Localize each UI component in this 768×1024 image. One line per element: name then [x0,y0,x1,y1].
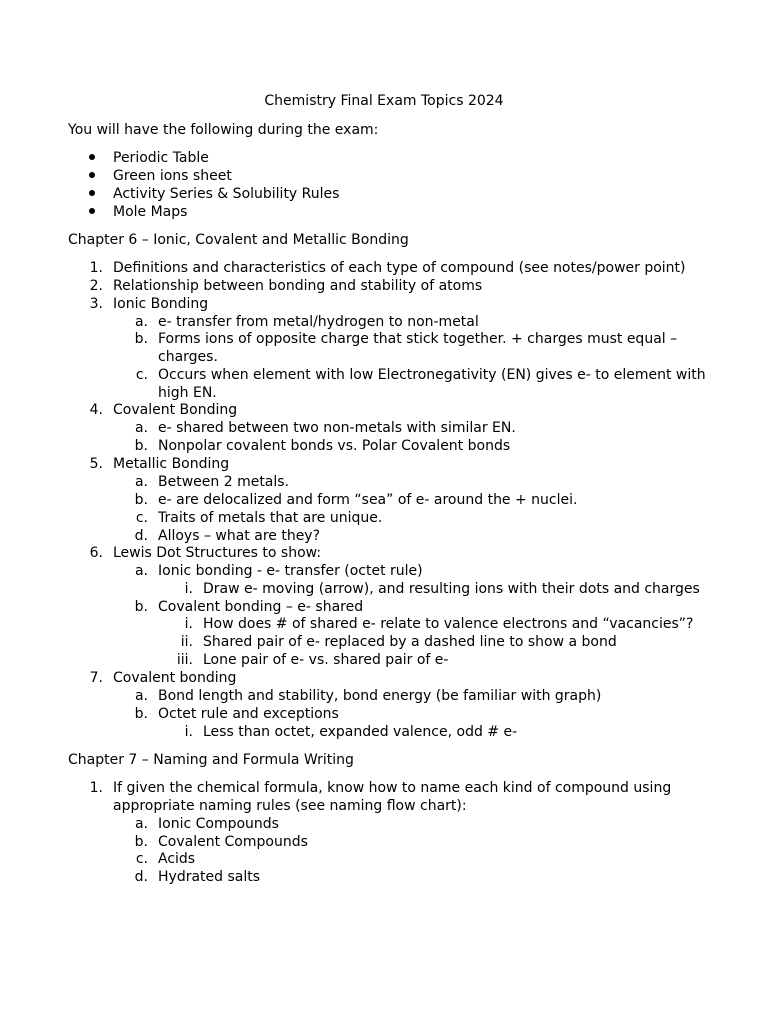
list-item-continued: high EN. [158,385,217,401]
list-item: Covalent bonding – e- shared [158,599,364,615]
list-item: Between 2 metals. [158,474,290,490]
list-item: Bond length and stability, bond energy (be familiar with graph) [158,688,602,704]
bullet-icon [89,154,95,160]
list-marker: 7. [89,670,103,686]
list-marker: c. [135,851,148,867]
list-marker: a. [134,474,148,490]
list-marker: c. [135,367,148,383]
list-marker: 3. [89,296,103,312]
supply-item: Periodic Table [113,150,209,166]
list-item: Alloys – what are they? [158,528,321,544]
list-marker: a. [134,420,148,436]
list-item-continued: charges. [158,349,218,365]
list-marker: i. [184,616,193,632]
list-marker: 6. [89,545,103,561]
list-item: If given the chemical formula, know how to name each kind of compound using [113,780,672,796]
supply-item: Mole Maps [113,204,188,220]
list-item: Covalent Bonding [113,402,238,418]
list-marker: a. [134,688,148,704]
supply-item: Activity Series & Solubility Rules [113,186,340,202]
list-marker: 1. [89,260,103,276]
list-marker: ii. [180,634,193,650]
list-item: Less than octet, expanded valence, odd # e- [203,724,518,740]
list-marker: c. [135,510,148,526]
list-item: Draw e- moving (arrow), and resulting ions with their dots and charges [203,581,700,597]
list-item: Metallic Bonding [113,456,230,472]
list-item: e- transfer from metal/hydrogen to non-metal [158,314,479,330]
list-marker: i. [184,581,193,597]
list-marker: d. [134,528,148,544]
list-item: Nonpolar covalent bonds vs. Polar Covalent bonds [158,438,511,454]
list-item: Traits of metals that are unique. [158,510,383,526]
list-item-continued: appropriate naming rules (see naming flow chart): [113,798,467,814]
list-marker: 1. [89,780,103,796]
list-marker: b. [134,706,148,722]
list-item: How does # of shared e- relate to valence electrons and “vacancies”? [203,616,694,632]
list-item: Relationship between bonding and stability of atoms [113,278,483,294]
list-item: Hydrated salts [158,869,261,885]
list-item: Lone pair of e- vs. shared pair of e- [203,652,449,668]
list-marker: iii. [176,652,193,668]
supply-item: Green ions sheet [113,168,232,184]
list-item: Definitions and characteristics of each type of compound (see notes/power point) [113,260,686,276]
list-item: Forms ions of opposite charge that stick together. + charges must equal – [158,331,678,347]
list-marker: b. [134,599,148,615]
bullet-icon [89,190,95,196]
document-title: Chemistry Final Exam Topics 2024 [264,93,504,109]
list-marker: i. [184,724,193,740]
list-item: Ionic bonding - e- transfer (octet rule) [158,563,423,579]
list-item: Covalent bonding [113,670,237,686]
list-item: Occurs when element with low Electronegativity (EN) gives e- to element with [158,367,706,383]
chapter-6-heading: Chapter 6 – Ionic, Covalent and Metallic Bonding [68,232,409,248]
list-marker: 2. [89,278,103,294]
list-item: e- shared between two non-metals with similar EN. [158,420,516,436]
list-marker: a. [134,816,148,832]
list-marker: 5. [89,456,103,472]
list-item: Shared pair of e- replaced by a dashed line to show a bond [203,634,617,650]
list-item: Acids [158,851,196,867]
list-item: Ionic Compounds [158,816,279,832]
list-marker: a. [134,563,148,579]
list-marker: b. [134,834,148,850]
list-item: e- are delocalized and form “sea” of e- around the + nuclei. [158,492,578,508]
list-marker: b. [134,492,148,508]
chapter-7-heading: Chapter 7 – Naming and Formula Writing [68,752,354,768]
list-marker: 4. [89,402,103,418]
bullet-icon [89,172,95,178]
list-marker: a. [134,314,148,330]
bullet-icon [89,208,95,214]
list-item: Octet rule and exceptions [158,706,339,722]
list-marker: b. [134,331,148,347]
list-item: Lewis Dot Structures to show: [113,545,322,561]
intro-text: You will have the following during the exam: [68,122,379,138]
list-item: Ionic Bonding [113,296,209,312]
list-marker: b. [134,438,148,454]
list-marker: d. [134,869,148,885]
list-item: Covalent Compounds [158,834,308,850]
